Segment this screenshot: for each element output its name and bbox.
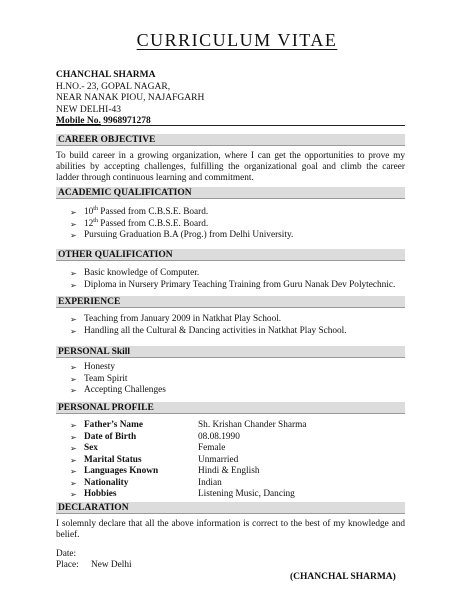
personal-profile-heading: PERSONAL PROFILE	[56, 402, 405, 414]
address-line: H.NO.- 23, GOPAL NAGAR,	[56, 81, 171, 92]
mobile-value: 9968971278	[103, 116, 151, 126]
profile-label: Father’s Name	[84, 420, 143, 430]
list-item: ➢ Teaching from January 2009 in Natkhat Play School.	[70, 314, 282, 324]
arrow-bullet-icon: ➢	[70, 326, 77, 336]
contact-block	[56, 70, 204, 128]
place-value: New Delhi	[91, 560, 132, 570]
arrow-bullet-icon: ➢	[70, 315, 77, 324]
list-item: ➢ Pursuing Graduation B.A (Prog.) from Delhi University.	[70, 230, 294, 241]
page-title: CURRICULUM VITAE	[136, 30, 338, 50]
list-item: ➢ Handling all the Cultural & Dancing activities in Natkhat Play School.	[70, 325, 347, 336]
profile-value: Female	[198, 443, 226, 453]
arrow-bullet-icon: ➢	[70, 269, 77, 278]
arrow-bullet-icon: ➢	[70, 280, 77, 290]
experience-list	[70, 314, 347, 337]
profile-row	[70, 420, 306, 432]
profile-label: Hobbies	[84, 489, 117, 499]
place-label: Place:	[56, 560, 79, 570]
profile-value: Indian	[198, 477, 222, 488]
profile-value: Listening Music, Dancing	[198, 489, 295, 499]
profile-row	[70, 489, 306, 501]
profile-row	[70, 466, 306, 478]
list-item: ➢ Accepting Challenges	[70, 385, 166, 396]
declaration-heading: DECLARATION	[56, 502, 405, 514]
profile-label: Languages Known	[84, 466, 159, 476]
profile-label: Date of Birth	[84, 431, 137, 442]
profile-label: Sex	[84, 443, 98, 453]
list-item: ➢ 12th Passed from C.B.S.E. Board.	[70, 217, 209, 229]
arrow-bullet-icon: ➢	[70, 444, 77, 453]
arrow-bullet-icon: ➢	[70, 421, 77, 430]
profile-label: Nationality	[84, 477, 129, 488]
list-item: ➢ Team Spirit	[70, 373, 128, 384]
arrow-bullet-icon: ➢	[70, 478, 77, 488]
place-field	[56, 560, 132, 571]
career-objective-text: To build career in a growing organization, where I can get the opportunities to prove my abilities by accepting challenges, fulfilling the organizational goal and climb the career ladder through continuous learning and commitment.	[56, 151, 405, 183]
list-item: ➢ 10th Passed from C.B.S.E. Board.	[70, 205, 209, 217]
arrow-bullet-icon: ➢	[70, 490, 77, 499]
address-line: NEAR NANAK PIOU, NAJAFGARH	[56, 93, 205, 103]
mobile-label: Mobile No.	[56, 116, 101, 126]
arrow-bullet-icon: ➢	[70, 374, 77, 384]
profile-value: Unmarried	[198, 454, 239, 465]
arrow-bullet-icon: ➢	[70, 455, 77, 465]
personal-skill-list	[70, 362, 166, 397]
list-item: ➢ Basic knowledge of Computer.	[70, 268, 200, 278]
date-label: Date:	[56, 549, 77, 559]
arrow-bullet-icon: ➢	[70, 467, 77, 476]
candidate-name: CHANCHAL SHARMA	[56, 70, 156, 80]
divider	[56, 125, 405, 126]
profile-value: Sh. Krishan Chander Sharma	[198, 420, 307, 430]
arrow-bullet-icon: ➢	[70, 363, 77, 372]
experience-heading: EXPERIENCE	[56, 296, 405, 308]
profile-row	[70, 478, 306, 490]
profile-value: 08.08.1990	[198, 431, 240, 442]
arrow-bullet-icon: ➢	[70, 432, 77, 442]
signature-name: (CHANCHAL SHARMA)	[290, 572, 396, 582]
arrow-bullet-icon: ➢	[70, 386, 77, 396]
list-item: ➢ Honesty	[70, 362, 115, 372]
arrow-bullet-icon: ➢	[70, 208, 77, 217]
personal-skill-heading: PERSONAL Skill	[56, 346, 405, 358]
career-objective-heading: CAREER OBJECTIVE	[56, 134, 405, 146]
profile-row	[70, 432, 306, 444]
profile-row	[70, 455, 306, 467]
other-qualification-heading: OTHER QUALIFICATION	[56, 249, 405, 261]
arrow-bullet-icon: ➢	[70, 231, 77, 241]
list-item: ➢ Diploma in Nursery Primary Teaching Training from Guru Nanak Dev Polytechnic.	[70, 279, 396, 290]
profile-label: Marital Status	[84, 454, 142, 465]
arrow-bullet-icon: ➢	[70, 219, 77, 229]
profile-row	[70, 443, 306, 455]
academic-heading: ACADEMIC QUALIFICATION	[56, 187, 405, 199]
date-field	[56, 549, 76, 560]
declaration-text: I solemnly declare that all the above information is correct to the best of my knowledge and belief.	[56, 519, 405, 540]
other-qualification-list	[70, 268, 395, 291]
personal-profile-table	[70, 420, 306, 501]
academic-list	[70, 207, 293, 242]
profile-value: Hindi & English	[198, 466, 260, 476]
address-line: NEW DELHI-43	[56, 104, 121, 115]
